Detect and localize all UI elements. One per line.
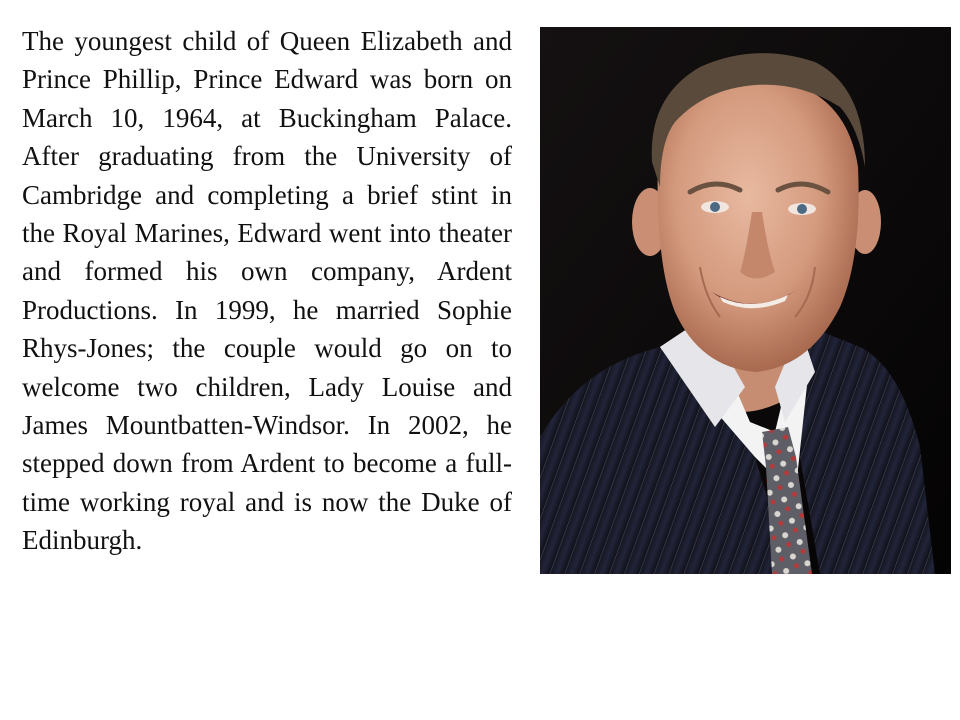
portrait-photo: [540, 27, 951, 574]
bio-paragraph: The youngest child of Queen Elizabeth and Prince Phillip, Prince Edward was born on March 10, 1964, at Buckingham Palace. After graduating from the University of Cambridge and completing a brief stint in the Royal Marines, Edward went into theater and formed his own company, Ardent Productions. In 1999, he married Sophie Rhys-Jones; the couple would go on to welcome two children, Lady Louise and James Mountbatten-Windsor. In 2002, he stepped down from Ardent to become a full-time working royal and is now the Duke of Edinburgh.: [22, 26, 512, 556]
